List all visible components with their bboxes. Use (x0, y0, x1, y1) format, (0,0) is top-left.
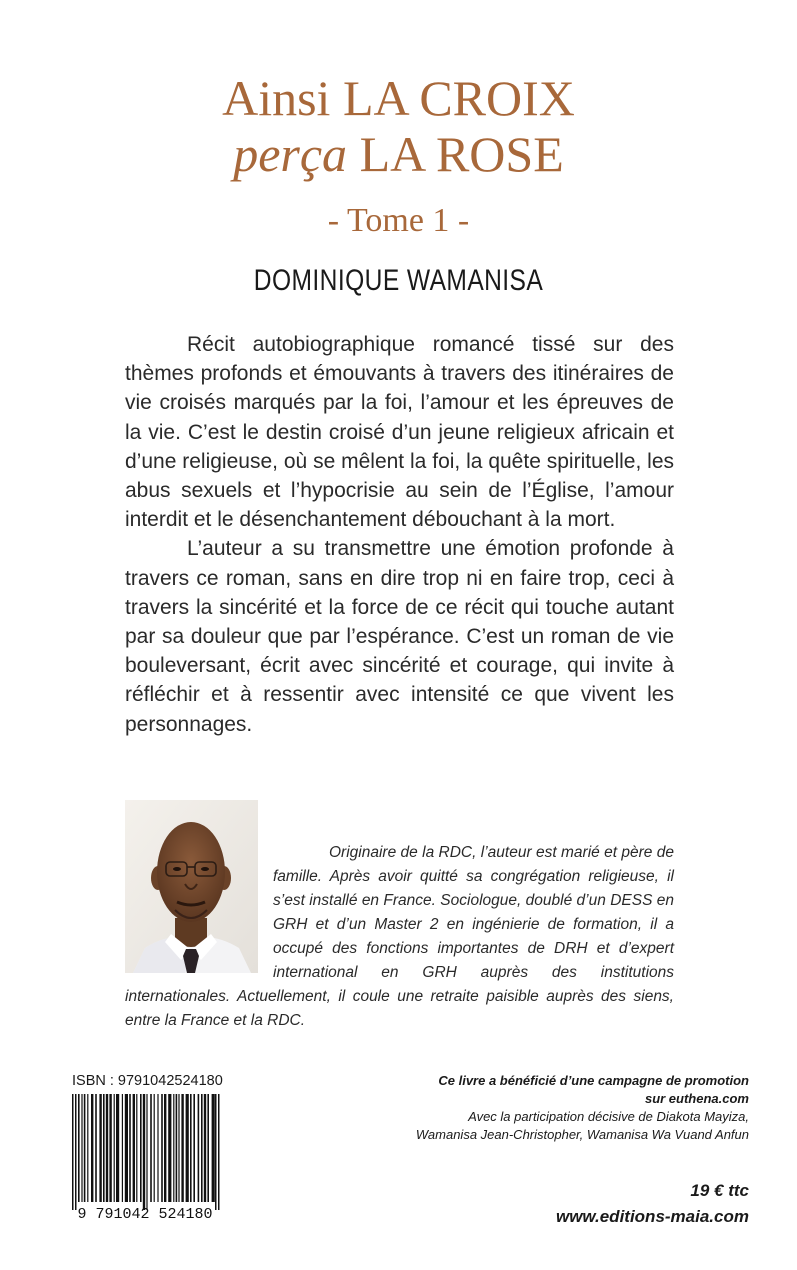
book-title (0, 70, 797, 182)
isbn-label: ISBN : 9791042524180 (72, 1073, 223, 1089)
bio-paragraph: Originaire de la RDC, l’auteur est marié et père de famille. Après avoir quitté sa congrégation religieuse, il s’est installé en France. Sociologue, doublé d’un DESS en GRH et d’un Master 2 en ingénierie de formation, il a occupé des fonctions importantes de DRH et d’expert international en GRH auprès des institutions internationales. Actuellement, il coule une retraite paisible auprès des siens, entre la France et la RDC. (125, 844, 674, 1029)
summary-paragraph-1: Récit autobiographique romancé tissé sur des thèmes profonds et émouvants à travers des itinéraires de vie croisés marqués par la foi, l’amour et les épreuves de la vie. C’est le destin croisé d’un jeune religieux africain et d’une religieuse, où se mêlent la foi, la quête spirituelle, les abus sexuels et l’hypocrisie au sein de l’Église, l’amour interdit et le désenchantement débouchant à la mort. (125, 333, 674, 532)
summary-text (125, 330, 674, 739)
promo-line-1: Ce livre a bénéficié d’une campagne de promotion (438, 1073, 749, 1088)
summary-paragraph-2: L’auteur a su transmettre une émotion profonde à travers ce roman, sans en dire trop ni en faire trop, ceci à travers la sincérité et la force de ce récit qui touche autant par sa douleur que par l’espérance. C’est un roman de vie bouleversant, écrit avec sincérité et courage, qui invite à réfléchir et à ressentir avec intensité ce que vivent les personnages. (125, 537, 674, 736)
isbn-barcode (64, 1092, 226, 1222)
price-block (480, 1178, 749, 1230)
promo-line-2: sur euthena.com (644, 1091, 749, 1106)
promotion-notice (380, 1072, 749, 1144)
title-line-1: Ainsi LA CROIX (222, 70, 575, 126)
promo-line-4: Wamanisa Jean-Christopher, Wamanisa Wa Vuand Anfun (415, 1127, 749, 1142)
promo-line-3: Avec la participation décisive de Diakota Mayiza, (468, 1109, 749, 1124)
barcode-digits: 9 791042 524180 (77, 1206, 213, 1222)
title-line-2 (0, 126, 797, 182)
photo-wrap-spacer (125, 841, 273, 981)
author-name: DOMINIQUE WAMANISA (253, 264, 544, 297)
publisher-website: www.editions-maia.com (555, 1207, 749, 1226)
author-bio (125, 841, 674, 1033)
title-line-2-rest: LA ROSE (347, 126, 564, 182)
price-value: 19 € ttc (690, 1181, 749, 1200)
tome-label: - Tome 1 - (327, 202, 470, 239)
title-italic-word: perça (233, 126, 348, 182)
